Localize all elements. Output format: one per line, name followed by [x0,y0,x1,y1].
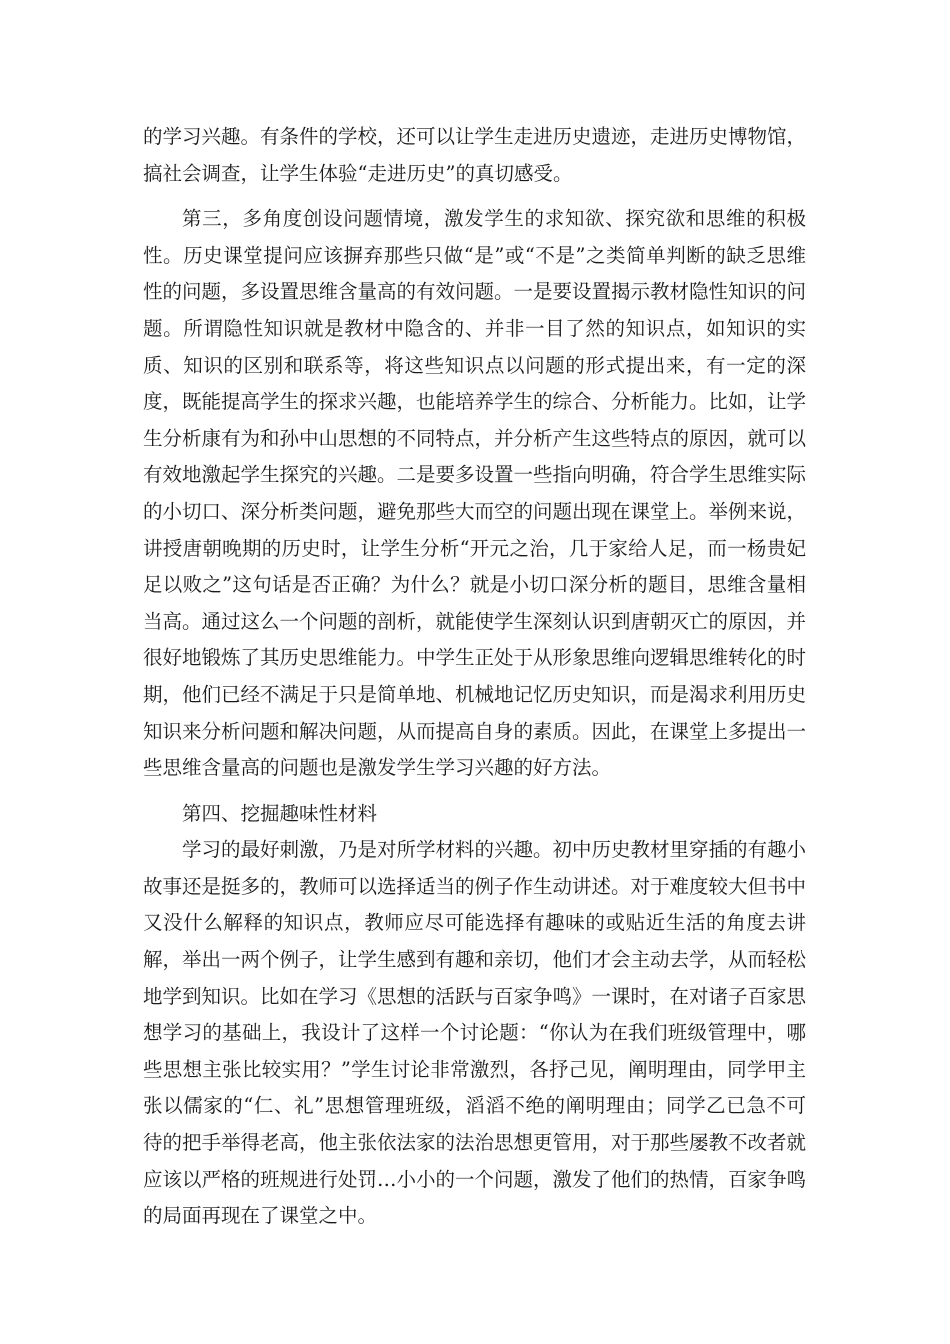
document-body [143,119,806,1235]
paragraph-continuation: 的学习兴趣。有条件的学校，还可以让学生走进历史遗迹，走进历史博物馆，搞社会调查，让学生体验“走进历史”的真切感受。 [143,125,807,185]
paragraph-fourth-point: 学习的最好刺激，乃是对所学材料的兴趣。初中历史教材里穿插的有趣小故事还是挺多的，教师可以选择适当的例子作生动讲述。对于难度较大但书中又没什么解释的知识点，教师应尽可能选择有趣味的或贴近生活的角度去讲解，举出一两个例子，让学生感到有趣和亲切，他们才会主动去学，从而轻松地学到知识。比如在学习《思想的活跃与百家争鸣》一课时，在对诸子百家思想学习的基础上，我设计了这样一个讨论题：“你认为在我们班级管理中，哪些思想主张比较实用？”学生讨论非常激烈，各抒己见，阐明理由，同学甲主张以儒家的“仁、礼”思想管理班级，滔滔不绝的阐明理由；同学乙已急不可待的把手举得老高，他主张依法家的法治思想更管用，对于那些屡教不改者就应该以严格的班规进行处罚…小小的一个问题，激发了他们的热情，百家争鸣的局面再现在了课堂之中。 [143,838,807,1228]
paragraph-third-point: 第三，多角度创设问题情境，激发学生的求知欲、探究欲和思维的积极性。历史课堂提问应该摒弃那些只做“是”或“不是”之类简单判断的缺乏思维性的问题，多设置思维含量高的有效问题。一是要设置揭示教材隐性知识的问题。所谓隐性知识就是教材中隐含的、并非一目了然的知识点，如知识的实质、知识的区别和联系等，将这些知识点以问题的形式提出来，有一定的深度，既能提高学生的探求兴趣，也能培养学生的综合、分析能力。比如，让学生分析康有为和孙中山思想的不同特点，并分析产生这些特点的原因，就可以有效地激起学生探究的兴趣。二是要多设置一些指向明确，符合学生思维实际的小切口、深分析类问题，避免那些大而空的问题出现在课堂上。举例来说，讲授唐朝晚期的历史时，让学生分析“开元之治，几于家给人足，而一杨贵妃足以败之”这句话是否正确？为什么？就是小切口深分析的题目，思维含量相当高。通过这么一个问题的剖析，就能使学生深刻认识到唐朝灭亡的原因，并很好地锻炼了其历史思维能力。中学生正处于从形象思维向逻辑思维转化的时期，他们已经不满足于只是简单地、机械地记忆历史知识，而是渴求利用历史知识来分析问题和解决问题，从而提高自身的素质。因此，在课堂上多提出一些思维含量高的问题也是激发学生学习兴趣的好方法。 [143,207,807,780]
section-heading-fourth-point: 第四、挖掘趣味性材料 [182,801,378,825]
